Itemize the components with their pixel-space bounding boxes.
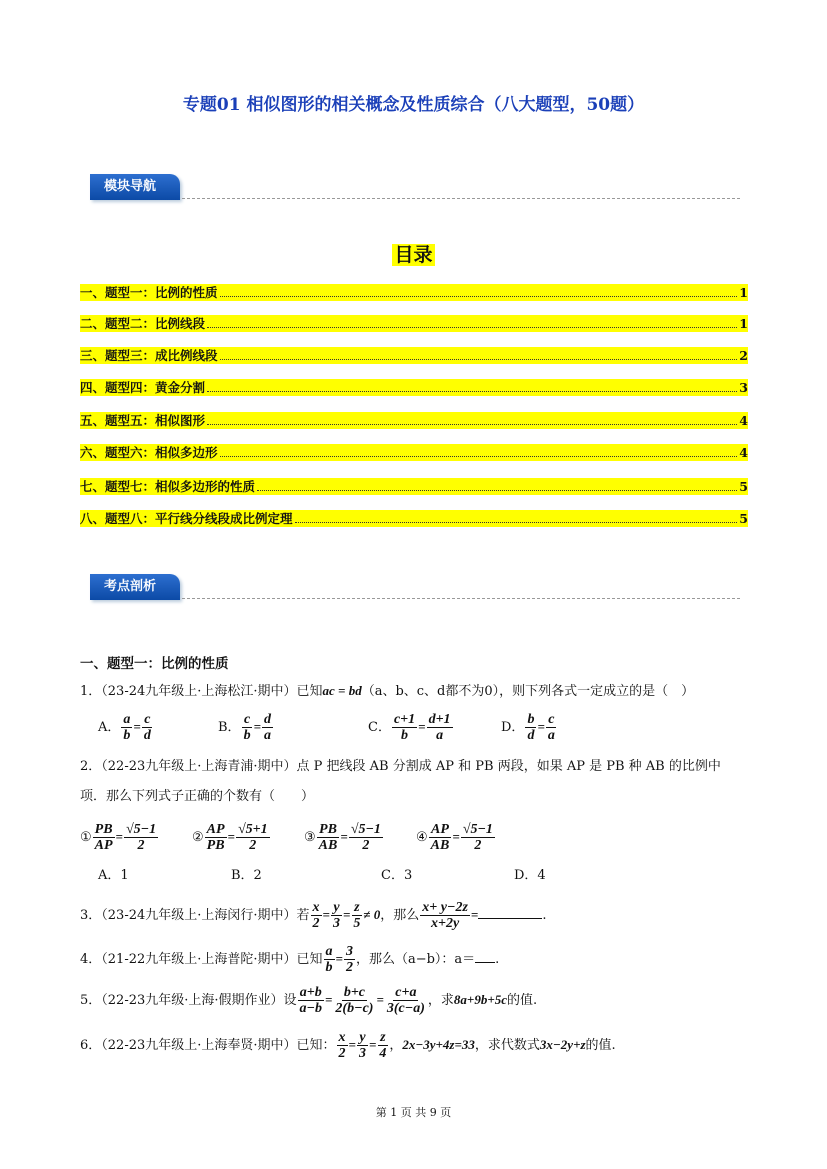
math-expr: 8a+9b+5c [453, 992, 508, 1007]
denominator: a [436, 728, 444, 743]
numerator: d+1 [428, 712, 451, 727]
fraction [298, 985, 324, 1016]
numerator: a+b [299, 985, 322, 1000]
numerator: y [333, 900, 340, 915]
q-text: 3．（23-24九年级上·上海闵行·期中）若 [80, 908, 310, 923]
fraction [344, 944, 355, 975]
toc-entry[interactable] [80, 510, 748, 527]
numerator: AP [206, 822, 225, 837]
denominator: 2 [312, 916, 320, 931]
numerator: AP [431, 822, 449, 837]
numerator: a [123, 712, 131, 727]
question-3: 3．（23-24九年级上·上海闵行·期中）若 $\frac{x}{2}$ = $\frac{y}{3}$ = $\frac{z}{5}$ ≠ 0，那么 $\frac{x+ y-2z}{x+2y}$ = . [80, 900, 547, 931]
denominator: d [527, 728, 535, 743]
numerator: b+c [343, 985, 366, 1000]
question-2-items [80, 822, 528, 853]
denominator: x+2y [430, 916, 460, 931]
q-text: （a、b、c、d都不为0），则下列各式一定成立的是（ ） [361, 684, 695, 699]
numerator: √5+1 [237, 822, 268, 837]
fraction [205, 822, 227, 853]
denominator: 2 [338, 1046, 346, 1061]
q-text: ，求 [427, 993, 454, 1008]
dot-leader [220, 296, 738, 297]
toc-page-number: 4 [739, 445, 748, 460]
fraction [461, 822, 495, 853]
denominator: PB [206, 838, 225, 853]
q-text: D． [501, 720, 525, 735]
numerator: x [338, 1030, 346, 1045]
toc-entry[interactable] [80, 412, 748, 429]
toc-title [0, 240, 827, 267]
numerator: d [263, 712, 271, 727]
toc-entry-label: 二、题型二：比例线段 [80, 316, 206, 331]
numerator: c [548, 712, 555, 727]
toc-page-number: 5 [739, 479, 748, 494]
denominator: b [123, 728, 131, 743]
section-heading: 一、题型一：比例的性质 [80, 656, 229, 672]
toc-entry-label: 一、题型一：比例的性质 [80, 285, 218, 300]
math-expr: ac = bd [322, 683, 362, 698]
q-text: ，那么 [380, 908, 420, 923]
denominator: 2 [474, 838, 482, 853]
fraction [324, 944, 335, 975]
dot-leader [207, 391, 737, 392]
fraction [317, 822, 340, 853]
toc-entry-label: 四、题型四：黄金分割 [80, 380, 206, 395]
option: A．1 [98, 868, 129, 883]
page-footer: 第 1 页 共 9 页 [375, 1106, 452, 1119]
math-expr: ≠ 0 [363, 907, 381, 922]
q-text: . [495, 952, 500, 967]
denominator: b [401, 728, 409, 743]
fraction [331, 900, 342, 931]
toc-entry-label: 八、题型八：平行线分线段成比例定理 [80, 511, 293, 526]
toc-entry[interactable] [80, 315, 748, 332]
fraction [385, 985, 427, 1016]
denominator: d [143, 728, 151, 743]
denominator: 2(b−c) [335, 1001, 374, 1016]
banner-label: 模块导航 [90, 174, 180, 200]
toc-entry[interactable] [80, 284, 748, 301]
numerator: z [380, 1030, 386, 1045]
toc-page-number: 5 [739, 511, 748, 526]
option: A． $\frac{a}{b}$ = $\frac{c}{d}$ [98, 712, 151, 743]
item: ① $\frac{PB}{AP}$ = $\frac{√5-1}{2}$ [80, 822, 157, 853]
toc-page-number: 4 [739, 413, 748, 428]
divider [182, 598, 740, 599]
q-text: ② [192, 830, 204, 845]
q-text: 6．（22-23九年级上·上海奉贤·期中）已知： [80, 1038, 336, 1053]
numerator: √5−1 [125, 822, 157, 837]
fraction [337, 1030, 348, 1061]
question-5: 5．（22-23九年级·上海·假期作业）设 $\frac{a+b}{a-b}$ = $\frac{b+c}{2(b-c)}$ = $\frac{c+a}{3(c-a)}$ ，求8a+9b+5c的值. [80, 985, 538, 1016]
toc-page-number: 1 [739, 316, 748, 331]
numerator: c [243, 712, 251, 727]
numerator: √5−1 [350, 822, 381, 837]
toc-entry-label: 三、题型三：成比例线段 [80, 348, 218, 363]
question-2 [80, 757, 721, 807]
numerator: a [325, 944, 333, 959]
fraction [311, 900, 322, 931]
numerator: c+a [395, 985, 417, 1000]
fraction [242, 712, 253, 743]
q-text: 的值. [507, 993, 538, 1008]
dot-leader [207, 327, 737, 328]
question-1-options [98, 712, 621, 743]
option: C． $\frac{c+1}{b}$ = $\frac{d+1}{a}$ [368, 712, 451, 743]
fraction [525, 712, 536, 743]
denominator: 2 [362, 838, 370, 853]
toc-page-number: 3 [739, 380, 748, 395]
numerator: y [359, 1030, 366, 1045]
fraction [236, 822, 270, 853]
answer-blank[interactable] [478, 918, 542, 919]
q-text: ① [80, 830, 92, 845]
denominator: 3(c−a) [386, 1001, 425, 1016]
math-expr: 3x−2y+z [539, 1037, 586, 1052]
denominator: a [263, 728, 271, 743]
toc-page-number: 1 [739, 285, 748, 300]
analysis-banner [90, 572, 740, 602]
denominator: 5 [353, 916, 361, 931]
q-text: B． [218, 720, 241, 735]
q-text: ， [389, 1038, 403, 1053]
q-text: 1．（23-24九年级上·上海松江·期中）已知 [80, 684, 323, 699]
toc-entry-label: 七、题型七：相似多边形的性质 [80, 479, 256, 494]
fraction [377, 1030, 388, 1061]
item: ② $\frac{AP}{PB}$ = $\frac{√5+1}{2}$ [192, 822, 268, 853]
question-1 [80, 681, 694, 702]
option: D． $\frac{b}{d}$ = $\frac{c}{a}$ [501, 712, 555, 743]
q-text: . [542, 908, 547, 923]
numerator: c+1 [393, 712, 416, 727]
fraction [427, 712, 453, 743]
denominator: AB [430, 838, 450, 853]
denominator: 2 [249, 838, 257, 853]
denominator: 2 [345, 960, 353, 975]
q-text: ③ [304, 830, 316, 845]
answer-blank[interactable] [475, 962, 495, 963]
toc-entry[interactable] [80, 478, 748, 495]
q-text: C． [368, 720, 391, 735]
option: D．4 [514, 868, 546, 883]
numerator: x+ y−2z [422, 900, 468, 915]
toc-entry[interactable] [80, 444, 748, 461]
numerator: PB [94, 822, 113, 837]
fraction [351, 900, 362, 931]
q-text: 项．那么下列式子正确的个数有（ ） [80, 789, 315, 804]
q-text: ，那么（a−b）：a＝ [355, 952, 476, 967]
item: ④ $\frac{AP}{AB}$ = $\frac{√5-1}{2}$ [416, 822, 493, 853]
dot-leader [257, 490, 737, 491]
numerator: PB [319, 822, 337, 837]
toc-entry-label: 五、题型五：相似图形 [80, 413, 206, 428]
math-expr: 2x−3y+4z=33 [402, 1037, 475, 1052]
question-6: 6．（22-23九年级上·上海奉贤·期中）已知： $\frac{x}{2}$ = $\frac{y}{3}$ = $\frac{z}{4}$ ，2x−3y+4z=33，求代数式3x−2y+z的值. [80, 1030, 616, 1061]
numerator: x [312, 900, 320, 915]
module-nav-banner [90, 172, 740, 202]
numerator: z [354, 900, 360, 915]
dot-leader [295, 522, 738, 523]
option: B．2 [231, 868, 262, 883]
denominator: 3 [358, 1046, 366, 1061]
fraction [349, 822, 383, 853]
denominator: b [243, 728, 251, 743]
fraction [392, 712, 417, 743]
q-text: A． [98, 720, 121, 735]
numerator: c [144, 712, 151, 727]
option: B． $\frac{c}{b}$ = $\frac{d}{a}$ [218, 712, 271, 743]
fraction [333, 985, 375, 1016]
q-text: 的值. [585, 1038, 616, 1053]
dot-leader [207, 424, 737, 425]
fraction [429, 822, 452, 853]
toc-entry[interactable] [80, 379, 748, 396]
fraction [262, 712, 273, 743]
numerator: b [527, 712, 535, 727]
dot-leader [220, 359, 738, 360]
dot-leader [220, 456, 738, 457]
fraction [420, 900, 470, 931]
denominator: 4 [379, 1046, 387, 1061]
q-text: 5．（22-23九年级·上海·假期作业）设 [80, 993, 297, 1008]
numerator: 3 [345, 944, 353, 959]
toc-page-number: 2 [739, 348, 748, 363]
fraction [124, 822, 158, 853]
denominator: 3 [332, 916, 340, 931]
question-4: 4．（21-22九年级上·上海普陀·期中）已知 $\frac{a}{b}$ = $\frac{3}{2}$ ，那么（a−b）：a＝ . [80, 944, 500, 975]
denominator: AP [94, 838, 113, 853]
page-title: 专题01 相似图形的相关概念及性质综合（八大题型，50题） [182, 95, 645, 115]
denominator: 2 [137, 838, 145, 853]
item: ③ $\frac{PB}{AB}$ = $\frac{√5-1}{2}$ [304, 822, 381, 853]
fraction [142, 712, 153, 743]
banner-label: 考点剖析 [90, 574, 180, 600]
numerator: √5−1 [462, 822, 493, 837]
q-text: 4．（21-22九年级上·上海普陀·期中）已知 [80, 952, 323, 967]
fraction [357, 1030, 368, 1061]
q-text: ④ [416, 830, 428, 845]
denominator: AB [318, 838, 338, 853]
fraction [93, 822, 115, 853]
toc-title-text: 目录 [394, 244, 433, 266]
denominator: a [547, 728, 555, 743]
q-text: ，求代数式 [474, 1038, 540, 1053]
q-text: 2．（22-23九年级上·上海青浦·期中）点 P 把线段 AB 分割成 AP 和 PB 两段，如果 AP 是 PB 种 AB 的比例中 [80, 759, 721, 774]
option: C．3 [381, 868, 413, 883]
toc-entry-label: 六、题型六：相似多边形 [80, 445, 218, 460]
divider [182, 198, 740, 199]
denominator: a−b [299, 1001, 322, 1016]
fraction [546, 712, 557, 743]
fraction [121, 712, 132, 743]
denominator: b [325, 960, 333, 975]
toc-entry[interactable] [80, 347, 748, 364]
question-2-options [98, 866, 647, 886]
